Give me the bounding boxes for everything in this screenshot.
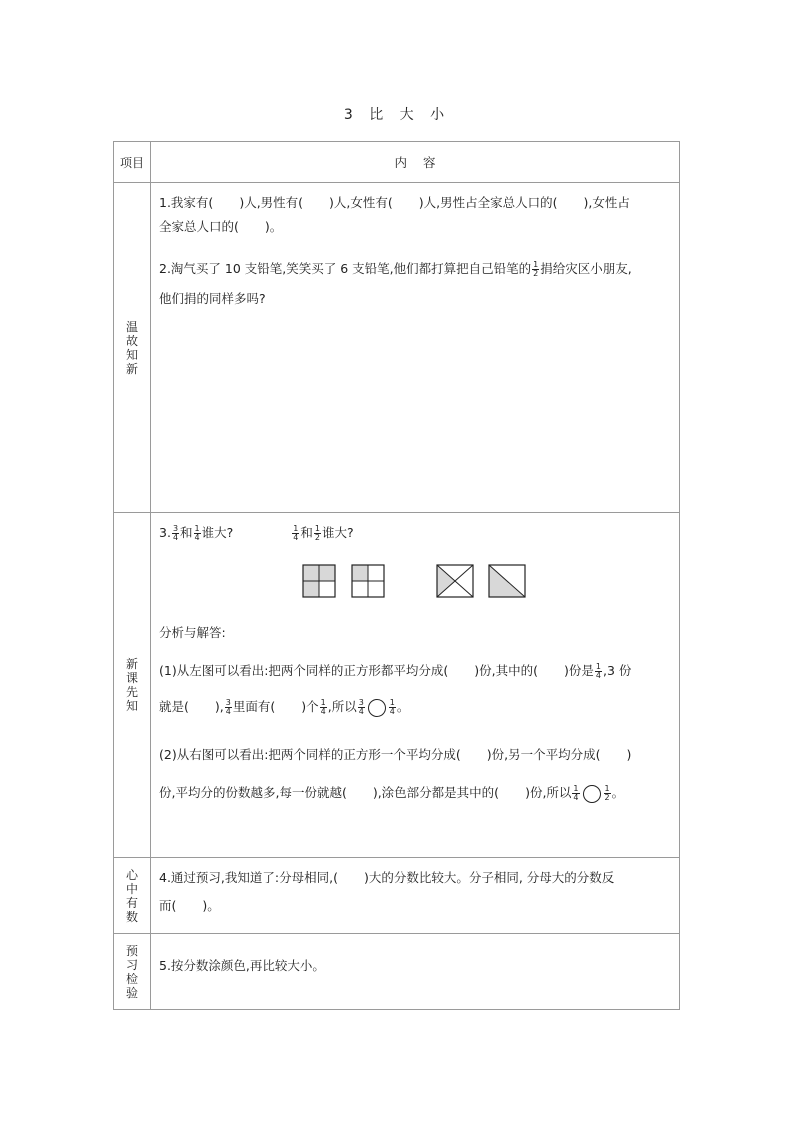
fraction-one-quarter: $\frac{1}{4}$: [293, 524, 299, 542]
fraction-one-quarter: $\frac{1}{4}$: [573, 784, 579, 802]
square-diagonal-quarter: [437, 565, 473, 597]
question-2-line-2: 他们捐的同样多吗?: [159, 291, 266, 306]
header-content-cell: [151, 142, 680, 183]
comparison-circle[interactable]: [583, 785, 601, 803]
fraction-one-half: $\frac{1}{2}$: [533, 260, 539, 278]
row-label-check-cell: [114, 934, 151, 1010]
row-label-review: 温故知新: [125, 319, 138, 376]
question-4-line-2: 而( )。: [159, 898, 220, 913]
row-label-check: 预习检验: [125, 943, 138, 1000]
fraction-one-quarter: $\frac{1}{4}$: [320, 698, 326, 716]
fraction-three-quarters: $\frac{3}{4}$: [358, 698, 364, 716]
row-content-review: [151, 183, 680, 513]
analysis-2-line-1: (2)从右图可以看出:把两个同样的正方形一个平均分成( )份,另一个平均分成( ): [159, 747, 632, 762]
question-2-line-1: 2.淘气买了 10 支铅笔,笑笑买了 6 支铅笔,他们都打算把自己铅笔的 $\frac{1}{2}$ 捐给灾区小朋友,: [159, 260, 632, 278]
row-content-check: [151, 934, 680, 1010]
fraction-one-half: $\frac{1}{2}$: [604, 784, 610, 802]
question-3: 3. $\frac{3}{4}$ 和 $\frac{1}{4}$ 谁大? $\frac{1}{4}$ 和 $\frac{1}{2}$ 谁大?: [159, 524, 354, 542]
row-label-heart: 心中有数: [125, 867, 138, 924]
page-title: 3 比 大 小: [343, 107, 451, 123]
analysis-1-line-2: 就是( ), $\frac{3}{4}$ 里面有( )个 $\frac{1}{4}$ ,所以 $\frac{3}{4}$ $\frac{1}{4}$ 。: [159, 698, 410, 716]
question-4-line-1: 4.通过预习,我知道了:分母相同,( )大的分数比较大。分子相同, 分母大的分数反: [159, 870, 615, 885]
question-1-line-2: 全家总人口的( )。: [159, 219, 283, 234]
analysis-heading: 分析与解答:: [159, 625, 226, 640]
header-item: 项目: [119, 155, 144, 170]
header-content: 内 容: [394, 155, 436, 170]
row-label-new-lesson-cell: [114, 513, 151, 858]
question-5: 5.按分数涂颜色,再比较大小。: [159, 958, 325, 973]
fraction-squares-figure: [159, 555, 679, 607]
row-content-heart: [151, 858, 680, 934]
row-label-new-lesson: 新课先知: [125, 657, 138, 713]
fraction-one-quarter: $\frac{1}{4}$: [194, 524, 200, 542]
worksheet-table: [113, 141, 680, 1010]
figure-area: [159, 555, 671, 607]
square-three-quarters: [303, 565, 335, 597]
square-one-quarter: [352, 565, 384, 597]
question-1-line-1: 1.我家有( )人,男性有( )人,女性有( )人,男性占全家总人口的( ),女性占: [159, 195, 630, 210]
fraction-three-quarters: $\frac{3}{4}$: [172, 524, 179, 542]
analysis-1-line-1: (1)从左图可以看出:把两个同样的正方形都平均分成( )份,其中的( )份是 $\frac{1}{4}$ ,3 份: [159, 662, 632, 680]
row-label-heart-cell: [114, 858, 151, 934]
header-item-cell: [114, 142, 151, 183]
analysis-2-line-2: 份,平均分的份数越多,每一份就越( ),涂色部分都是其中的( )份,所以 $\frac{1}{4}$ $\frac{1}{2}$ 。: [159, 784, 625, 802]
row-label-review-cell: [114, 183, 151, 513]
row-content-new-lesson: [151, 513, 680, 858]
square-diagonal-half: [489, 565, 525, 597]
fraction-one-quarter: $\frac{1}{4}$: [595, 662, 602, 680]
fraction-one-quarter: $\frac{1}{4}$: [389, 698, 395, 716]
fraction-one-half: $\frac{1}{2}$: [314, 524, 320, 542]
comparison-circle[interactable]: [368, 699, 386, 717]
fraction-three-quarters: $\frac{3}{4}$: [225, 698, 231, 716]
